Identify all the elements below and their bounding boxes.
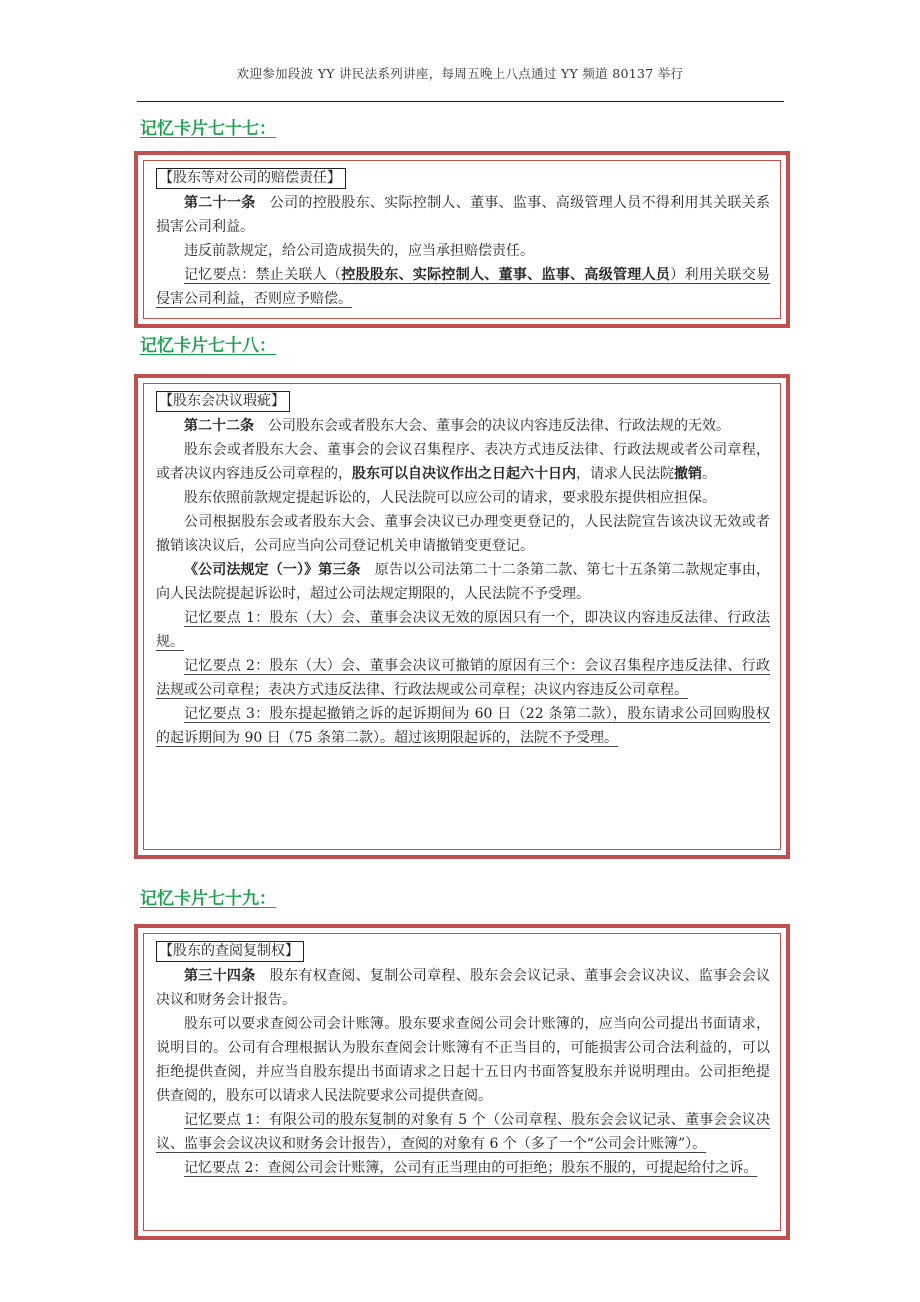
page-header-text: 欢迎参加段波 YY 讲民法系列讲座，每周五晚上八点通过 YY 频道 80137 举行 [236, 66, 684, 81]
card-77-heading: 【股东等对公司的赔偿责任】 [156, 168, 346, 189]
card-79-memo-1: 记忆要点 1：有限公司的股东复制的对象有 5 个（公司章程、股东会会议记录、董事会会议决议、监事会会议决议和财务会计报告），查阅的对象有 6 个（多了一个“公司会计账簿”）。 [156, 1112, 770, 1152]
card-78-title: 记忆卡片七十八： [140, 336, 276, 356]
paragraph-text: 。 [702, 466, 716, 482]
card-78-regulation [156, 558, 770, 606]
card-78-inner [143, 383, 781, 850]
card-77-paragraph-2: 违反前款规定，给公司造成损失的，应当承担赔偿责任。 [184, 243, 534, 259]
memo-text: ）利用关联交易侵害公司利益，否则应予赔偿。 [156, 267, 771, 307]
card-79-article [156, 964, 770, 1012]
memo-bold: 控股股东、实际控制人、董事、监事、高级管理人员 [341, 267, 671, 283]
paragraph-text: ，请求人民法院 [576, 466, 674, 482]
card-79-inner [143, 933, 781, 1231]
card-79-heading: 【股东的查阅复制权】 [156, 941, 304, 962]
paragraph-bold: 股东可以自决议作出之日起六十日内 [352, 466, 576, 482]
card-77-title: 记忆卡片七十七： [140, 119, 276, 139]
article-number: 第二十一条 [184, 195, 256, 211]
paragraph-text: 股东会或者股东大会、董事会的会议召集程序、表决方式违反法律、行政法规或者公司章程，或者决议内容违反公司章程的， [156, 442, 770, 482]
card-78-heading: 【股东会决议瑕疵】 [156, 391, 290, 412]
paragraph-bold: 撤销 [674, 466, 702, 482]
regulation-text: 原告以公司法第二十二条第二款、第七十五条第二款规定事由，向人民法院提起诉讼时，超过公司法规定期限的，人民法院不予受理。 [156, 562, 771, 602]
memo-text: 记忆要点：禁止关联人（ [184, 267, 342, 283]
card-78-paragraph-4: 公司根据股东会或者股东大会、董事会决议已办理变更登记的，人民法院宣告该决议无效或者撤销该决议后，公司应当向公司登记机关申请撤销变更登记。 [156, 514, 770, 554]
card-78-paragraph-2 [156, 438, 770, 486]
card-77-memo [156, 263, 770, 311]
card-79-memo-2: 记忆要点 2：查阅公司会计账簿，公司有正当理由的可拒绝；股东不服的，可提起给付之诉。 [184, 1160, 758, 1176]
article-text: 公司股东会或者股东大会、董事会的决议内容违反法律、行政法规的无效。 [254, 418, 730, 434]
card-77-inner [143, 160, 781, 319]
card-78-memo-2: 记忆要点 2：股东（大）会、董事会决议可撤销的原因有三个：会议召集程序违反法律、行政法规或公司章程；表决方式违反法律、行政法规或公司章程；决议内容违反公司章程。 [156, 658, 770, 698]
card-77 [134, 151, 790, 328]
card-79-title: 记忆卡片七十九： [140, 889, 276, 909]
card-77-article [156, 191, 770, 239]
header-divider [137, 101, 784, 102]
article-text: 股东有权查阅、复制公司章程、股东会会议记录、董事会会议决议、监事会会议决议和财务会计报告。 [156, 968, 770, 1008]
card-78-memo-1: 记忆要点 1：股东（大）会、董事会决议无效的原因只有一个，即决议内容违反法律、行政法规。 [156, 610, 770, 650]
card-78-paragraph-3: 股东依照前款规定提起诉讼的，人民法院可以应公司的请求，要求股东提供相应担保。 [184, 490, 716, 506]
article-number: 第二十二条 [184, 418, 254, 434]
card-78 [134, 374, 790, 859]
article-number: 第三十四条 [184, 968, 256, 984]
card-79-paragraph-2: 股东可以要求查阅公司会计账簿。股东要求查阅公司会计账簿的，应当向公司提出书面请求，说明目的。公司有合理根据认为股东查阅会计账簿有不正当目的，可能损害公司合法利益的，可以拒绝提供查阅，并应当自股东提出书面请求之日起十五日内书面答复股东并说明理由。公司拒绝提供查阅的，股东可以请求人民法院要求公司提供查阅。 [156, 1016, 770, 1104]
card-78-article [156, 414, 770, 438]
article-text: 公司的控股股东、实际控制人、董事、监事、高级管理人员不得利用其关联关系损害公司利益。 [156, 195, 770, 235]
regulation-title: 《公司法规定（一）》第三条 [184, 562, 361, 578]
card-78-memo-3: 记忆要点 3：股东提起撤销之诉的起诉期间为 60 日（22 条第二款），股东请求公司回购股权的起诉期间为 90 日（75 条第二款）。超过该期限起诉的，法院不予受理。 [156, 706, 770, 746]
card-79 [134, 924, 790, 1240]
